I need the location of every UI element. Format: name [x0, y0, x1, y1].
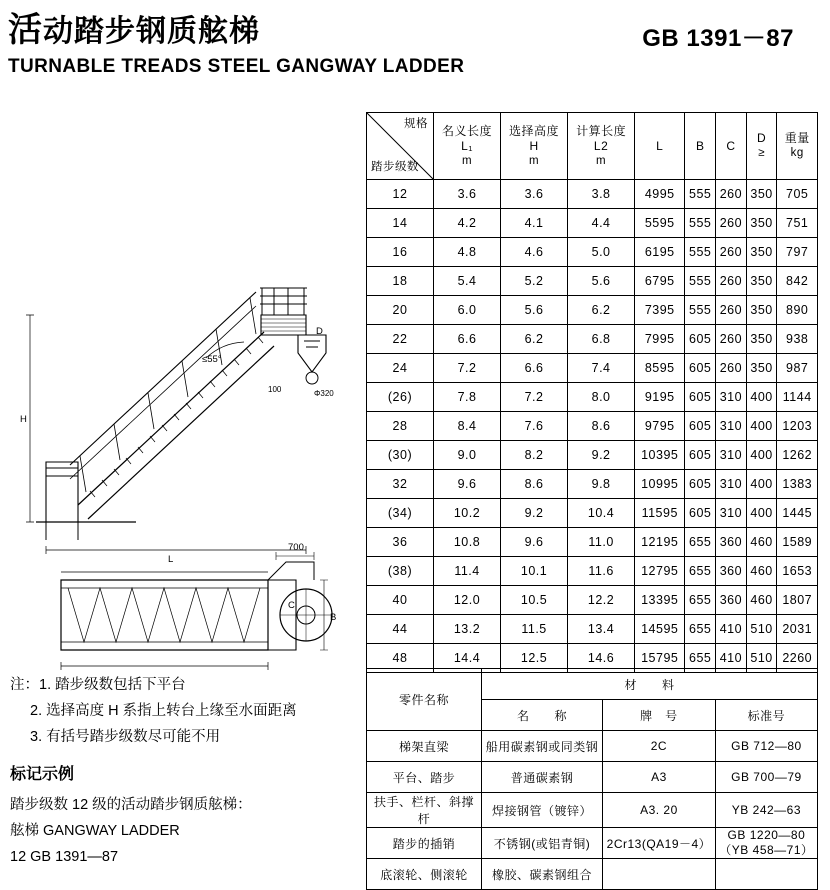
header-d — [746, 113, 777, 180]
specification-table-header — [367, 113, 818, 180]
drawing-dim-phi320: Φ320 — [314, 389, 334, 398]
header-l2-line2: L2 — [593, 138, 609, 153]
table-cell: 12795 — [635, 557, 685, 586]
header-calculated-length — [568, 113, 635, 180]
table-row — [367, 470, 818, 499]
header-l-label: L — [656, 138, 664, 153]
table-cell: 7.4 — [568, 354, 635, 383]
materials-cell-name: 普通碳素钢 — [482, 762, 603, 793]
table-cell: 555 — [685, 267, 716, 296]
table-cell: 14595 — [635, 615, 685, 644]
header-d-label: D — [757, 131, 767, 145]
table-cell: 3.8 — [568, 180, 635, 209]
table-cell: 360 — [716, 586, 747, 615]
table-cell: 24 — [367, 354, 434, 383]
table-cell: 7.6 — [501, 412, 568, 441]
page-title-cn — [8, 12, 260, 50]
table-cell: 6.6 — [501, 354, 568, 383]
table-cell: 9795 — [635, 412, 685, 441]
materials-cell-part: 底滚轮、侧滚轮 — [367, 859, 482, 890]
table-cell: 260 — [716, 209, 747, 238]
drawing-dim-700: 700 — [288, 542, 304, 553]
table-cell: 10.4 — [568, 499, 635, 528]
table-row — [367, 557, 818, 586]
specification-table — [366, 112, 818, 673]
table-cell: 890 — [777, 296, 818, 325]
materials-row — [367, 859, 818, 890]
table-cell: 1203 — [777, 412, 818, 441]
table-cell: 4.4 — [568, 209, 635, 238]
table-cell: 350 — [746, 209, 777, 238]
table-cell: 3.6 — [501, 180, 568, 209]
materials-cell-name: 船用碳素钢或同类钢 — [482, 731, 603, 762]
table-cell: 260 — [716, 354, 747, 383]
table-row — [367, 209, 818, 238]
materials-table-header — [367, 669, 818, 731]
table-row — [367, 499, 818, 528]
table-cell: (26) — [367, 383, 434, 412]
materials-cell-standard: GB 700—79 — [715, 762, 817, 793]
table-cell: 1589 — [777, 528, 818, 557]
table-cell: 36 — [367, 528, 434, 557]
table-cell: 40 — [367, 586, 434, 615]
table-cell: 460 — [746, 557, 777, 586]
materials-cell-standard: GB 712—80 — [715, 731, 817, 762]
table-cell: 14 — [367, 209, 434, 238]
table-cell: 5.2 — [501, 267, 568, 296]
table-cell: 13395 — [635, 586, 685, 615]
header-l1-line2: L₁ — [461, 138, 473, 153]
table-cell: 8.6 — [568, 412, 635, 441]
table-row — [367, 325, 818, 354]
table-cell: 11.4 — [434, 557, 501, 586]
table-cell: 7395 — [635, 296, 685, 325]
table-cell: 2260 — [777, 644, 818, 673]
specification-table-body — [367, 180, 818, 673]
table-cell: 605 — [685, 470, 716, 499]
table-cell: 28 — [367, 412, 434, 441]
materials-table-container — [366, 668, 818, 890]
table-cell: 15795 — [635, 644, 685, 673]
materials-header-group: 材 料 — [482, 669, 818, 700]
materials-table — [366, 668, 818, 890]
table-cell: 7.2 — [434, 354, 501, 383]
table-cell: 8.6 — [501, 470, 568, 499]
table-cell: 6195 — [635, 238, 685, 267]
drawing-dim-c: C — [288, 600, 295, 611]
materials-cell-part: 扶手、栏杆、斜撑杆 — [367, 793, 482, 828]
table-cell: 12.2 — [568, 586, 635, 615]
header-h-line2: H — [529, 138, 539, 153]
table-cell: 2031 — [777, 615, 818, 644]
drawing-dim-b: B — [330, 612, 337, 623]
header-l2-unit: m — [596, 154, 607, 167]
table-cell: 12195 — [635, 528, 685, 557]
table-cell: 510 — [746, 644, 777, 673]
table-row — [367, 586, 818, 615]
table-cell: 555 — [685, 238, 716, 267]
table-cell: 10.1 — [501, 557, 568, 586]
table-cell: 8.4 — [434, 412, 501, 441]
header-selected-height — [501, 113, 568, 180]
materials-cell-name: 橡胶、碳素钢组合 — [482, 859, 603, 890]
page-title-en: TURNABLE TREADS STEEL GANGWAY LADDER — [8, 56, 465, 77]
table-cell: 12 — [367, 180, 434, 209]
table-cell: 18 — [367, 267, 434, 296]
materials-row — [367, 731, 818, 762]
table-cell: 350 — [746, 238, 777, 267]
table-cell: (38) — [367, 557, 434, 586]
table-cell: 260 — [716, 238, 747, 267]
table-cell: 9.0 — [434, 441, 501, 470]
table-cell: 1445 — [777, 499, 818, 528]
table-row — [367, 296, 818, 325]
table-cell: 4.8 — [434, 238, 501, 267]
table-cell: 4.2 — [434, 209, 501, 238]
table-header-row — [367, 113, 818, 180]
table-row — [367, 412, 818, 441]
marking-line-1: 踏步级数 12 级的活动踏步钢质舷梯： — [10, 797, 252, 813]
table-cell: 555 — [685, 296, 716, 325]
table-cell: (30) — [367, 441, 434, 470]
table-cell: 655 — [685, 644, 716, 673]
header-l2-line1: 计算长度 — [576, 123, 627, 138]
table-cell: 9.6 — [434, 470, 501, 499]
table-cell: 655 — [685, 615, 716, 644]
page-title-cn-first-char: 活 — [8, 11, 43, 49]
table-cell: 310 — [716, 499, 747, 528]
table-cell: 11595 — [635, 499, 685, 528]
table-cell: 260 — [716, 180, 747, 209]
table-cell: 4995 — [635, 180, 685, 209]
table-cell: 8.0 — [568, 383, 635, 412]
materials-header-name: 名 称 — [482, 700, 603, 731]
materials-cell-standard: GB 1220—80 （YB 458—71） — [715, 828, 817, 859]
table-cell: 6.2 — [568, 296, 635, 325]
table-cell: 400 — [746, 383, 777, 412]
table-cell: 6.0 — [434, 296, 501, 325]
table-cell: 360 — [716, 557, 747, 586]
header-d-sub: ≥ — [758, 147, 765, 159]
marking-example-title: 标记示例 — [10, 766, 75, 783]
header-h-unit: m — [529, 154, 540, 167]
materials-cell-grade: 2Cr13(QA19－4） — [603, 828, 716, 859]
materials-cell-grade: 2C — [603, 731, 716, 762]
header-corner-bottom: 踏步级数 — [371, 161, 419, 173]
table-cell: 1653 — [777, 557, 818, 586]
note-item-2: 2. 选择高度 H 系指上转台上缘至水面距离 — [30, 703, 297, 719]
table-cell: 14.6 — [568, 644, 635, 673]
table-row — [367, 528, 818, 557]
header-h-line1: 选择高度 — [509, 123, 560, 138]
table-cell: 44 — [367, 615, 434, 644]
table-cell: 11.6 — [568, 557, 635, 586]
table-cell: 5.4 — [434, 267, 501, 296]
table-cell: 260 — [716, 296, 747, 325]
table-cell: 400 — [746, 441, 777, 470]
table-cell: 510 — [746, 615, 777, 644]
table-cell: 410 — [716, 615, 747, 644]
header-b-label: B — [695, 138, 705, 153]
table-cell: 8595 — [635, 354, 685, 383]
marking-example-block — [10, 762, 360, 870]
table-row — [367, 354, 818, 383]
table-cell: 5.0 — [568, 238, 635, 267]
materials-cell-standard: YB 242—63 — [715, 793, 817, 828]
materials-cell-part: 踏步的插销 — [367, 828, 482, 859]
table-cell: 11.5 — [501, 615, 568, 644]
table-cell: 605 — [685, 412, 716, 441]
table-cell: 10.8 — [434, 528, 501, 557]
drawing-dim-l: L — [168, 554, 174, 565]
header-weight-unit: kg — [790, 147, 804, 159]
table-cell: 605 — [685, 441, 716, 470]
table-cell: 5.6 — [501, 296, 568, 325]
header-l1-line1: 名义长度 — [442, 123, 493, 138]
table-cell: 705 — [777, 180, 818, 209]
standard-code: GB 1391－87 — [642, 25, 794, 52]
header-c-label: C — [726, 138, 736, 153]
table-cell: 350 — [746, 354, 777, 383]
table-cell: 1144 — [777, 383, 818, 412]
table-cell: 6795 — [635, 267, 685, 296]
drawing-angle-label: ≤55° — [202, 354, 222, 365]
drawing-dim-h: H — [20, 414, 27, 425]
table-cell: 751 — [777, 209, 818, 238]
table-cell: 12.0 — [434, 586, 501, 615]
table-cell: 310 — [716, 383, 747, 412]
table-cell: 5.6 — [568, 267, 635, 296]
table-cell: 9195 — [635, 383, 685, 412]
materials-header-standard: 标准号 — [715, 700, 817, 731]
header-b — [685, 113, 716, 180]
table-row — [367, 238, 818, 267]
table-cell: 605 — [685, 325, 716, 354]
table-cell: 20 — [367, 296, 434, 325]
table-cell: 14.4 — [434, 644, 501, 673]
materials-cell-name: 焊接钢管（镀锌） — [482, 793, 603, 828]
materials-table-body — [367, 731, 818, 890]
drawing-dim-100: 100 — [268, 385, 282, 394]
table-cell: 400 — [746, 412, 777, 441]
materials-cell-part: 平台、踏步 — [367, 762, 482, 793]
gangway-ladder-drawing — [6, 110, 356, 670]
table-cell: 938 — [777, 325, 818, 354]
table-cell: 4.1 — [501, 209, 568, 238]
table-cell: 16 — [367, 238, 434, 267]
table-cell: 13.4 — [568, 615, 635, 644]
table-cell: 6.6 — [434, 325, 501, 354]
table-cell: 460 — [746, 528, 777, 557]
table-cell: 9.6 — [501, 528, 568, 557]
table-cell: 655 — [685, 557, 716, 586]
table-row — [367, 441, 818, 470]
note-item-3: 3. 有括号踏步级数尽可能不用 — [30, 729, 221, 745]
table-cell: 400 — [746, 499, 777, 528]
header-weight-label: 重量 — [784, 131, 810, 145]
marking-line-3: 12 GB 1391—87 — [10, 849, 119, 865]
table-cell: 10395 — [635, 441, 685, 470]
table-cell: 4.6 — [501, 238, 568, 267]
table-cell: 10.2 — [434, 499, 501, 528]
table-cell: 842 — [777, 267, 818, 296]
header-corner-cell — [367, 113, 434, 180]
table-cell: 10995 — [635, 470, 685, 499]
table-cell: 797 — [777, 238, 818, 267]
table-cell: 7.8 — [434, 383, 501, 412]
table-cell: 350 — [746, 180, 777, 209]
table-cell: 3.6 — [434, 180, 501, 209]
table-cell: 8.2 — [501, 441, 568, 470]
materials-row — [367, 793, 818, 828]
table-cell: 32 — [367, 470, 434, 499]
table-cell: 555 — [685, 209, 716, 238]
materials-header-row-1 — [367, 669, 818, 700]
table-cell: 7.2 — [501, 383, 568, 412]
table-cell: 9.2 — [501, 499, 568, 528]
table-cell: 410 — [716, 644, 747, 673]
materials-cell-grade — [603, 859, 716, 890]
drawing-dim-d: D — [316, 326, 323, 337]
table-cell: 6.2 — [501, 325, 568, 354]
table-cell: 605 — [685, 383, 716, 412]
specification-table-container — [366, 112, 818, 673]
table-cell: 10.5 — [501, 586, 568, 615]
table-cell: 22 — [367, 325, 434, 354]
table-cell: 7995 — [635, 325, 685, 354]
table-cell: 9.8 — [568, 470, 635, 499]
materials-row — [367, 762, 818, 793]
table-cell: 555 — [685, 180, 716, 209]
materials-cell-grade: A3 — [603, 762, 716, 793]
materials-cell-part: 梯架直梁 — [367, 731, 482, 762]
table-cell: 605 — [685, 354, 716, 383]
materials-row — [367, 828, 818, 859]
table-cell: 1807 — [777, 586, 818, 615]
table-cell: (34) — [367, 499, 434, 528]
table-cell: 655 — [685, 586, 716, 615]
table-row — [367, 383, 818, 412]
table-cell: 350 — [746, 325, 777, 354]
marking-line-2: 舷梯 GANGWAY LADDER — [10, 823, 180, 839]
materials-cell-grade: A3. 20 — [603, 793, 716, 828]
materials-cell-standard — [715, 859, 817, 890]
table-cell: 350 — [746, 267, 777, 296]
table-cell: 5595 — [635, 209, 685, 238]
materials-cell-name: 不锈钢(或铝青铜) — [482, 828, 603, 859]
table-cell: 310 — [716, 412, 747, 441]
table-cell: 360 — [716, 528, 747, 557]
header-nominal-length — [434, 113, 501, 180]
table-cell: 1383 — [777, 470, 818, 499]
note-text-1: 1. 踏步级数包括下平台 — [39, 677, 186, 693]
table-cell: 11.0 — [568, 528, 635, 557]
materials-header-grade: 牌 号 — [603, 700, 716, 731]
table-cell: 605 — [685, 499, 716, 528]
table-row — [367, 267, 818, 296]
table-cell: 13.2 — [434, 615, 501, 644]
table-cell: 987 — [777, 354, 818, 383]
table-cell: 400 — [746, 470, 777, 499]
table-cell: 9.2 — [568, 441, 635, 470]
table-cell: 260 — [716, 325, 747, 354]
notes-label: 注： — [10, 677, 39, 693]
header-l — [635, 113, 685, 180]
table-cell: 1262 — [777, 441, 818, 470]
table-cell: 310 — [716, 470, 747, 499]
page-title-cn-rest: 动踏步钢质舷梯 — [43, 15, 260, 48]
table-cell: 460 — [746, 586, 777, 615]
table-cell: 6.8 — [568, 325, 635, 354]
table-cell: 260 — [716, 267, 747, 296]
note-item-1 — [10, 672, 350, 698]
table-row — [367, 180, 818, 209]
header-corner-top: 规格 — [404, 118, 428, 130]
table-cell: 12.5 — [501, 644, 568, 673]
notes-block — [10, 672, 350, 750]
drawing-svg — [6, 110, 356, 670]
header-weight — [777, 113, 818, 180]
table-row — [367, 615, 818, 644]
page-header — [8, 12, 822, 78]
table-cell: 350 — [746, 296, 777, 325]
header-c — [716, 113, 747, 180]
table-cell: 655 — [685, 528, 716, 557]
table-cell: 310 — [716, 441, 747, 470]
header-l1-unit: m — [461, 154, 473, 167]
table-cell: 48 — [367, 644, 434, 673]
materials-header-part: 零件名称 — [367, 669, 482, 731]
